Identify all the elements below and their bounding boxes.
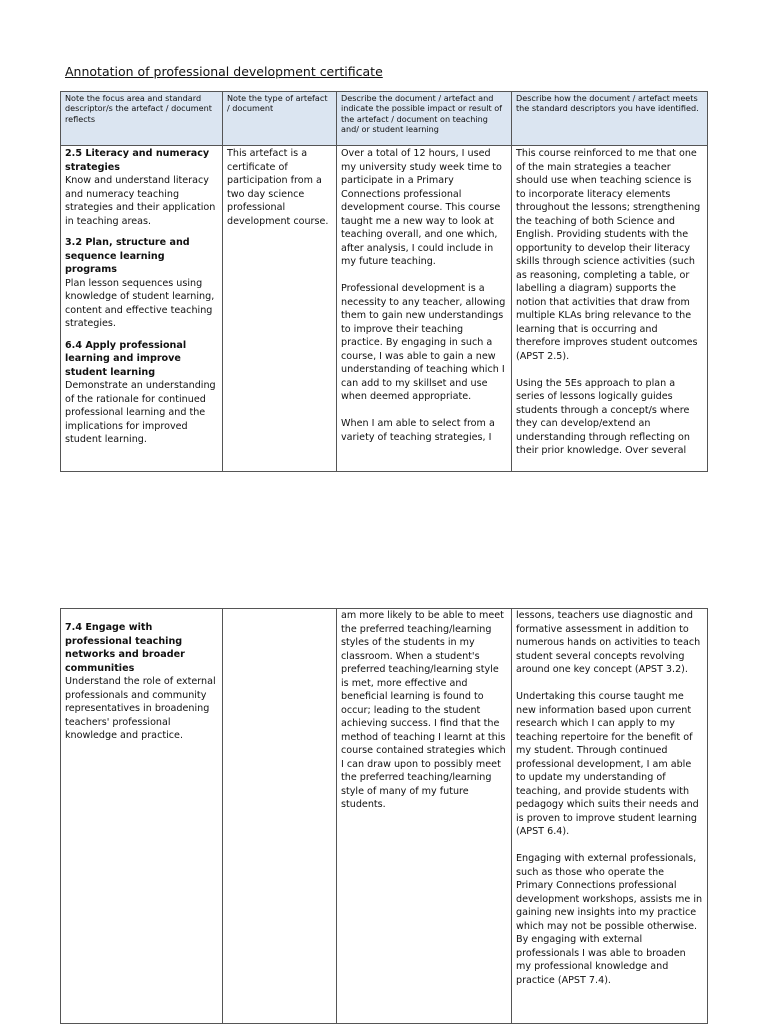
header-row (61, 92, 708, 146)
standard-text: Demonstrate an understanding of the rationale for continued professional learning and the implications for improved student learning. (65, 380, 216, 445)
standards-cell (61, 146, 223, 472)
standard-title: 2.5 Literacy and numeracy strategies (65, 148, 210, 173)
standards-cell (61, 609, 223, 1024)
table-row (61, 146, 708, 472)
description-paragraph: Over a total of 12 hours, I used my university study week time to participate in a Primary Connections professional development course. This course taught me a new way to look at teaching overall, and one which, after analysis, I could include in my future teaching. (341, 148, 502, 267)
header-artefact-type: Note the type of artefact / document (223, 92, 337, 146)
standard-title: 6.4 Apply professional learning and improve student learning (65, 339, 187, 378)
description-paragraph: am more likely to be able to meet the preferred teaching/learning styles of the students in my classroom. When a student's preferred teaching/learning style is met, more effective and beneficial learning is found to occur; leading to the student achieving success. I find that the method of teaching I learnt at this course contained strategies which I can draw upon to possibly meet the preferred teaching/learning style of many of my future students. (341, 610, 506, 810)
artefact-type-cell: This artefact is a certificate of participation from a two day science professional development course. (223, 146, 337, 472)
how-meets-paragraph: Undertaking this course taught me new information based upon current research which I can apply to my teaching repertoire for the benefit of my student. Through continued professional development, I am able to update my understanding of teaching, and provide students with pedagogy which suits their needs and is proven to improve student learning (APST 6.4). (516, 691, 699, 837)
description-cell (337, 609, 512, 1024)
document-title: Annotation of professional development certificate (65, 64, 383, 79)
standard-2-5 (65, 147, 218, 228)
description-paragraph: Professional development is a necessity to any teacher, allowing them to gain new understandings to improve their teaching practice. By engaging in such a course, I was able to gain a new understanding of teaching which I can add to my skillset and use when deemed appropriate. (341, 283, 506, 402)
annotation-table-part-1 (60, 91, 708, 472)
description-paragraph: When I am able to select from a variety of teaching strategies, I (341, 418, 495, 443)
header-focus-area: Note the focus area and standard descriptor/s the artefact / document reflects (61, 92, 223, 146)
how-meets-cell (512, 146, 708, 472)
header-describe-impact: Describe the document / artefact and indicate the possible impact or result of the artefact / document on teaching and/ or student learning (337, 92, 512, 146)
artefact-type-cell (223, 609, 337, 1024)
description-cell (337, 146, 512, 472)
standard-text: Understand the role of external professionals and community representatives in broadening teachers' professional knowledge and practice. (65, 676, 216, 741)
standard-3-2 (65, 236, 218, 331)
standard-text: Know and understand literacy and numeracy teaching strategies and their application in teaching areas. (65, 175, 216, 227)
standard-title: 3.2 Plan, structure and sequence learning programs (65, 237, 190, 275)
standard-7-4 (65, 621, 218, 743)
standard-6-4 (65, 339, 218, 447)
how-meets-paragraph: This course reinforced to me that one of the main strategies a teacher should use when teaching science is to incorporate literacy elements throughout the lessons; strengthening the teaching of both Science and English. Providing students with the opportunity to develop their literacy skills through science activities (such as reasoning, completing a table, or labelling a diagram) supports the notion that activities that draw from multiple KLAs bring relevance to the learning that is occurring and therefore improves student outcomes (APST 2.5). (516, 148, 701, 362)
standard-title: 7.4 Engage with professional teaching networks and broader communities (65, 622, 185, 674)
how-meets-paragraph: lessons, teachers use diagnostic and formative assessment in addition to numerous hands on activities to teach student several concepts revolving around one key concept (APST 3.2). (516, 610, 701, 675)
annotation-table-part-2 (60, 608, 708, 1024)
how-meets-paragraph: Using the 5Es approach to plan a series of lessons logically guides students through a concept/s where they can develop/extend an understanding through reflecting on their prior knowledge. Over several (516, 377, 690, 456)
header-describe-standards: Describe how the document / artefact meets the standard descriptors you have identified. (512, 92, 708, 146)
how-meets-cell (512, 609, 708, 1024)
standard-text: Plan lesson sequences using knowledge of student learning, content and effective teaching strategies. (65, 277, 215, 329)
how-meets-paragraph: Engaging with external professionals, such as those who operate the Primary Connections professional development workshops, assists me in gaining new insights into my practice which may not be possible otherwise. By engaging with external professionals I was able to broaden my professional knowledge and practice (APST 7.4). (516, 853, 703, 986)
table-row (61, 609, 708, 1024)
